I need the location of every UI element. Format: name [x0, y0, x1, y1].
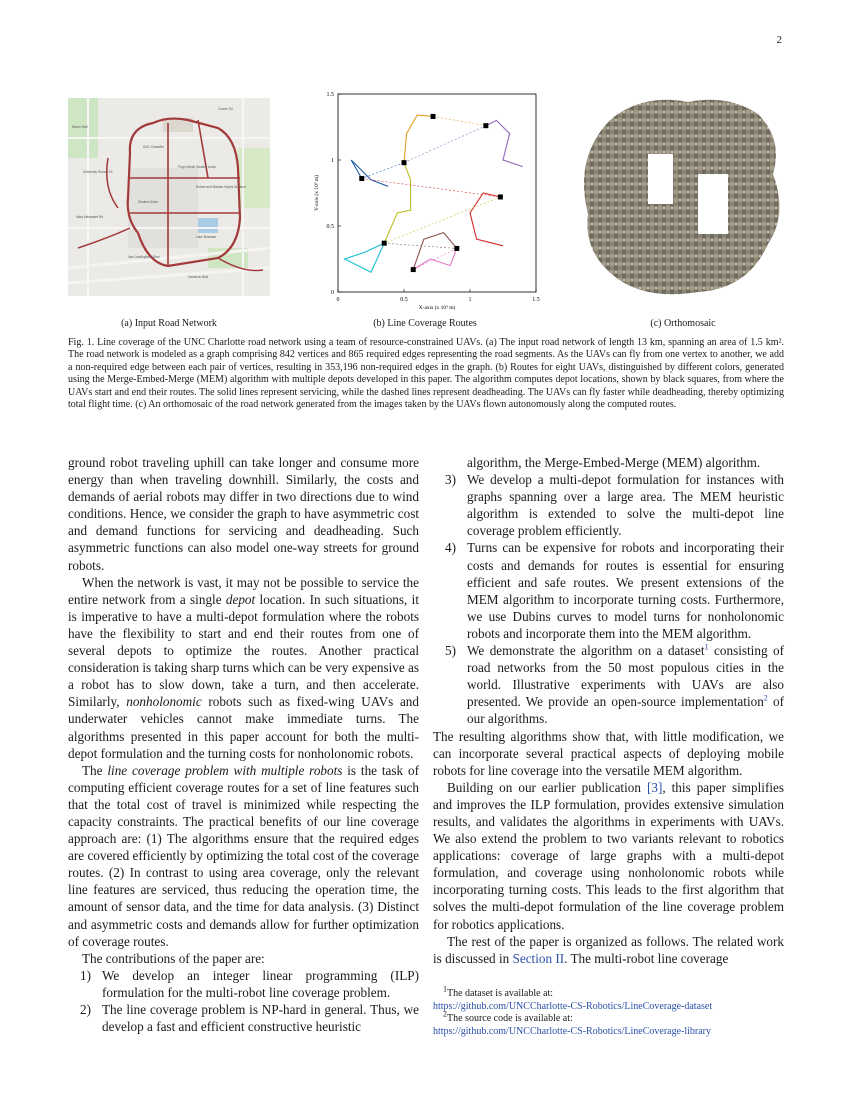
route-line-uav-4 — [470, 193, 503, 246]
list-item: 4) Turns can be expensive for robots and incorporating their costs and demands for routes is essential for ensuring efficient and safe routes. We present extensions of the MEM algorithm to incorporate turning costs. Furthermore, we use Dubins curves to model turns for nonholonomic robots and incorporate them into the MEM algorithm. — [445, 540, 784, 641]
list-item: 2) The line coverage problem is NP-hard in general. Thus, we develop a fast and efficient constructive heuristic — [80, 1002, 419, 1035]
deadhead-line — [404, 126, 486, 163]
x-tick-label: 0.5 — [400, 297, 408, 303]
route-line-uav-5 — [384, 163, 410, 244]
map-label: Lake Bowman — [196, 235, 217, 239]
route-line-uav-2 — [486, 120, 523, 166]
map-label: Robert and Mariam Hayes Stadium — [196, 185, 246, 189]
map-label: Cameron Blvd — [188, 275, 209, 279]
line-coverage-plot — [310, 86, 546, 318]
footnote-ref-2[interactable]: 2 — [763, 693, 768, 703]
orthomosaic-svg — [578, 94, 786, 300]
depot-marker — [382, 241, 387, 246]
subcaption-b: (b) Line Coverage Routes — [373, 318, 477, 329]
map-label: Moore Hall — [72, 125, 88, 129]
map-label: Student Union — [138, 200, 159, 204]
map-label: Van Landingham Glen — [128, 255, 160, 259]
deadhead-line — [384, 197, 500, 243]
depot-marker — [359, 176, 364, 181]
footnotes — [433, 984, 785, 1038]
y-tick-label: 1.5 — [326, 92, 334, 98]
depot-marker — [402, 160, 407, 165]
orthomosaic-image — [578, 94, 786, 300]
footnote-1: $^1$The dataset is available at: — [443, 984, 554, 999]
route-line-uav-1 — [404, 115, 433, 163]
paragraph: The contributions of the paper are: — [82, 950, 265, 966]
section-link[interactable]: Section II — [512, 950, 565, 966]
map-label: Popp Martin Student Union — [178, 165, 217, 169]
route-line-uav-3 — [351, 160, 388, 186]
footnote-ref-1[interactable]: 1 — [704, 642, 709, 652]
page-number: 2 — [776, 34, 782, 46]
paragraph: When the network is vast, it may not be possible to service the entire network from a single depot location. In such situations, it is imperative to have a multi-depot formulation where the robots have the flexibility to start and end their routes from one of several depots to optimize the routes. Another practical consideration is taking sharp turns which can be very expensive as a robot has to slow down, take a turn, and then accelerate. Similarly, nonholonomic robots such as fixed-wing UAVs and underwater vehicles cannot make immediate turns. The algorithms presented in this paper account for both the multi-depot formulation and the turning costs for nonholonomic robots. — [68, 574, 419, 761]
figure-caption: Fig. 1. Line coverage of the UNC Charlotte road network using a team of resource-constrained UAVs. (a) The input road network of length 13 km, spanning an area of 1.5 km². The road network is modeled as a graph comprising 842 vertices and 865 required edges representing the road segments. As the UAVs can fly from one vertex to another, we add a non-required edge between each pair of vertices, resulting in 353,196 non-required edges in the graph. (b) Routes for eight UAVs, distinguished by different colors, generated using the Merge-Embed-Merge (MEM) algorithm with multiple depots developed in this paper. The algorithm computes depot locations, shown by black squares, from where the UAVs start and end their routes. The solid lines represent servicing, while the dashed lines represent deadheading. The UAVs can fly faster while deadheading, thereby optimizing total flight time. (c) An orthomosaic of the road network generated from the images taken by the UAVs flown autonomously along the computed routes. — [68, 337, 784, 411]
list-item: 5) We demonstrate the algorithm on a dataset$^1$ consisting of road networks from the 50 most populous cities in the world. Illustrative experiments with UAVs are also presented. We provide an open-source implementation$^2$ of our algorithms. — [445, 642, 784, 727]
dataset-url-link[interactable]: https://github.com/UNCCharlotte-CS-Robotics/LineCoverage-dataset — [433, 1000, 713, 1012]
paragraph: The line coverage problem with multiple robots is the task of computing efficient coverage routes for a set of line features such that the total cost of travel is minimized while respecting the capacity constraints. The practical benefits of our line coverage approach are: (1) The algorithms ensure that the required edges are covered efficiently by optimizing the total cost of the coverage routes. (2) In contrast to using area coverage, only the relevant line features are serviced, thus reducing the operation time, the amount of sensor data, and the time for data analysis. (3) Distinct and asymmetric costs and demands allow for further optimization of coverage routes. — [68, 762, 419, 949]
deadhead-line — [362, 163, 404, 179]
list-item: 3) We develop a multi-depot formulation for instances with graphs spanning over a large area. The MEM heuristic algorithm is extended to solve the multi-depot line coverage problem efficiently. — [445, 472, 784, 539]
paragraph: The resulting algorithms show that, with little modification, we can incorporate several practical aspects of deploying mobile robots for line coverage into the versatile MEM algorithm. — [433, 728, 784, 778]
depot-marker — [498, 194, 503, 199]
right-column — [433, 454, 784, 967]
chart-svg — [310, 86, 546, 318]
map-label: Mary Alexander Rd — [76, 215, 104, 219]
paragraph: Building on our earlier publication [3], this paper simplifies and improves the ILP formulation, provides extensive simulation results, and validates the algorithms in experiments with UAVs. We also extend the problem to two variants relevant to robotics applications: coverage of large graphs with a multi-depot formulation, and coverage using nonholonomic robots while incorporating turning costs. This leads to the first algorithm that solves the multi-depot formulation of the line coverage problem for robotics applications. — [433, 779, 785, 932]
paragraph: ground robot traveling uphill can take longer and consume more energy than when traveling downhill. Similarly, the costs and demands of aerial robots may differ in two directions due to wind conditions. Hence, we consider the graph to have asymmetric cost and demand functions for servicing and deadheading. Such asymmetric functions can also model one-way streets for ground robots. — [68, 455, 419, 573]
y-axis-label: Y-axis (x 10³ m) — [314, 174, 320, 212]
paragraph: The rest of the paper is organized as follows. The related work is discussed in Section II. The multi-robot line coverage — [433, 933, 784, 966]
map-label: UNC Charlotte — [143, 145, 164, 149]
x-tick-label: 1.5 — [532, 297, 540, 303]
list-item: algorithm, the Merge-Embed-Merge (MEM) algorithm. — [467, 455, 761, 470]
contribution-list-continued — [433, 454, 784, 728]
footnote-2: $^2$The source code is available at: — [443, 1009, 573, 1025]
plot-frame — [338, 94, 536, 292]
depot-marker — [454, 246, 459, 251]
road-network-map — [68, 98, 270, 296]
y-tick-label: 0.5 — [326, 224, 334, 230]
list-item: 1) We develop an integer linear programming (ILP) formulation for the multi-robot line coverage problem. — [80, 967, 419, 1000]
y-tick-label: 0 — [331, 290, 334, 296]
left-column — [68, 454, 419, 1035]
y-tick-label: 1 — [331, 158, 334, 164]
x-tick-label: 0 — [336, 297, 340, 303]
depot-marker — [483, 123, 488, 128]
source-code-url-link[interactable]: https://github.com/UNCCharlotte-CS-Robotics/LineCoverage-library — [433, 1025, 712, 1037]
map-label: University Terrace Dr — [83, 170, 113, 174]
route-line-uav-8 — [345, 243, 385, 272]
depot-marker — [431, 114, 436, 119]
subcaption-c: (c) Orthomosaic — [650, 318, 716, 329]
deadhead-line — [362, 178, 501, 196]
subcaption-a: (a) Input Road Network — [121, 318, 217, 329]
x-tick-label: 1 — [468, 297, 472, 303]
contribution-list — [68, 967, 419, 1035]
x-axis-label: X-axis (x 10³ m) — [418, 305, 456, 311]
road-network-svg — [68, 98, 270, 296]
map-label: Craver Rd — [218, 107, 233, 111]
depot-marker — [411, 267, 416, 272]
deadhead-line — [433, 116, 486, 125]
citation-link[interactable]: [3] — [646, 779, 663, 795]
